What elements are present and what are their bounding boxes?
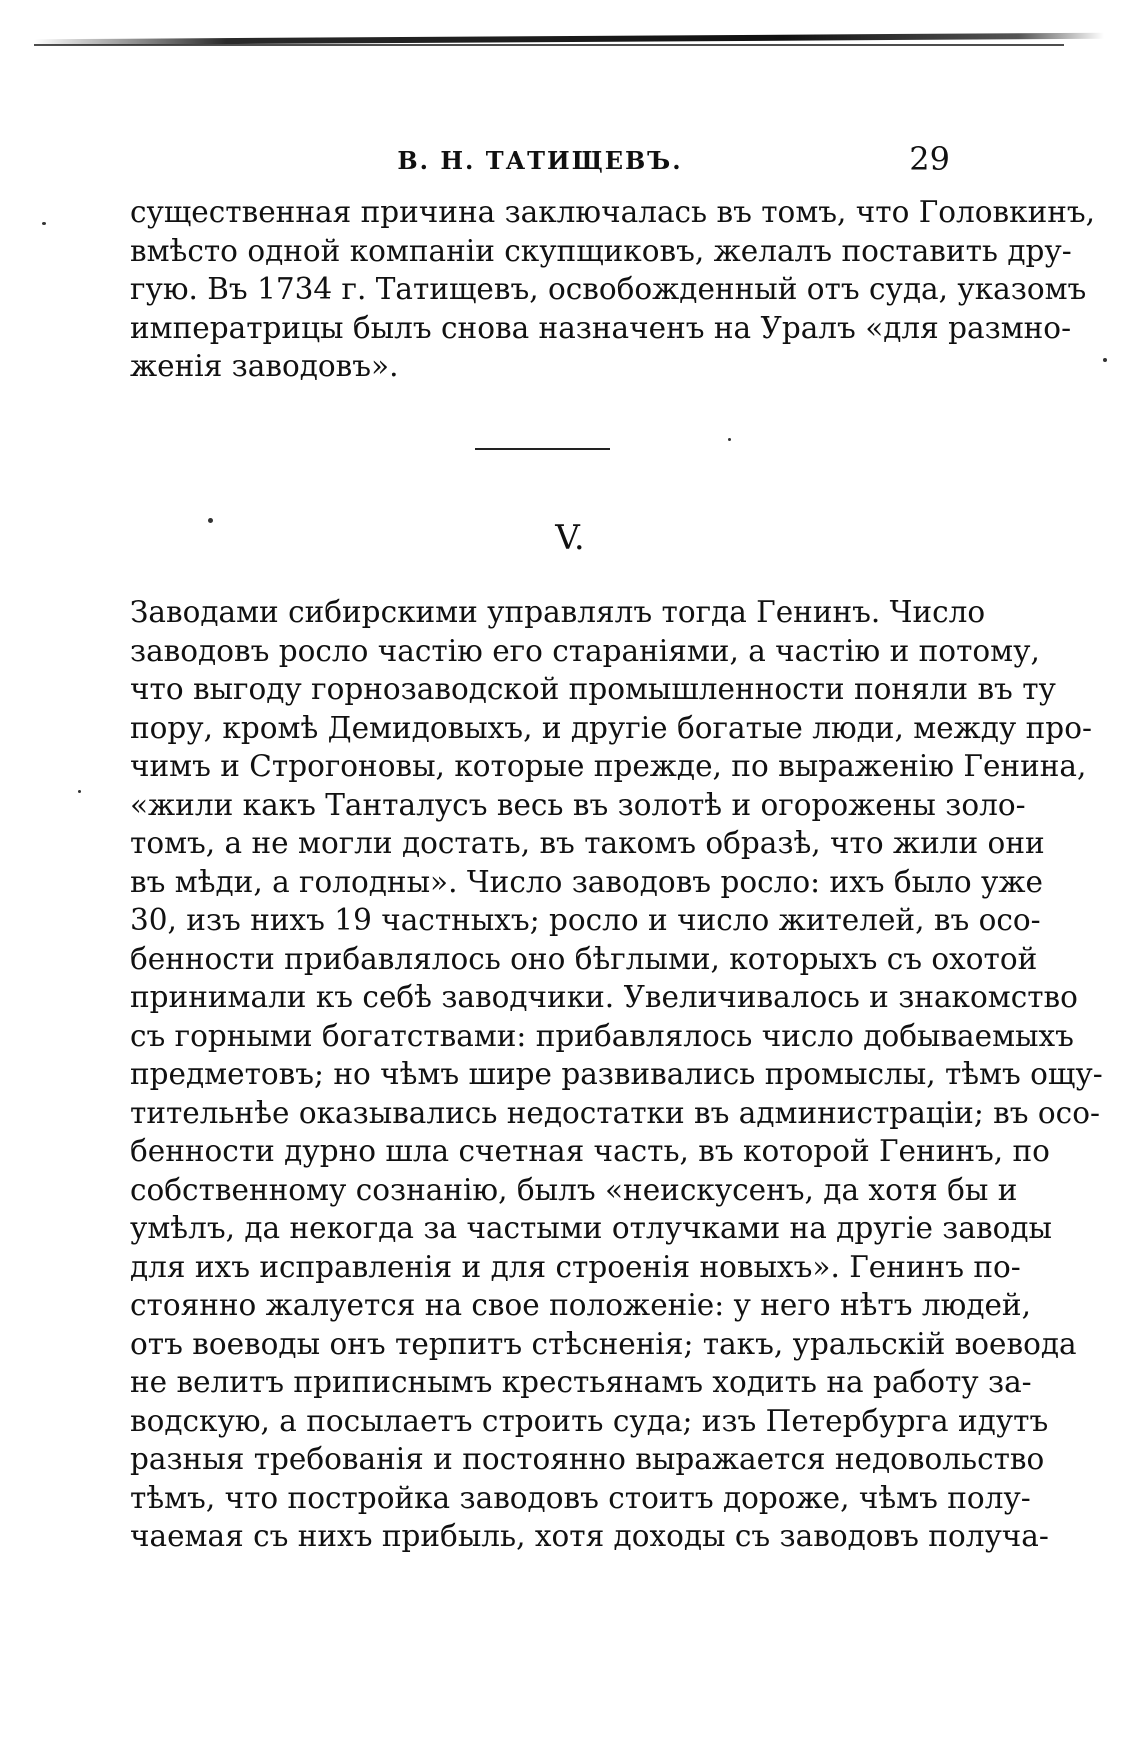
scan-speck <box>728 438 731 441</box>
text-line: разныя требованія и постоянно выражается недовольство <box>130 1442 1045 1476</box>
text-line: 30, изъ нихъ 19 частныхъ; росло и число жителей, въ осо- <box>130 903 1041 937</box>
paragraph-2 <box>130 593 1103 1556</box>
text-line: въ мѣди, а голодны». Число заводовъ росло: ихъ было уже <box>130 864 1043 899</box>
text-line: Заводами сибирскими управлялъ тогда Генинъ. Число <box>130 595 986 629</box>
page-header <box>130 140 950 180</box>
text-line: водскую, а посылаетъ строить суда; изъ Петербурга идутъ <box>130 1403 1049 1438</box>
text-line: для ихъ исправленія и для строенія новыхъ». Генинъ по- <box>130 1249 1021 1284</box>
text-line: принимали къ себѣ заводчики. Увеличивалось и знакомство <box>130 980 1078 1014</box>
text-line: отъ воеводы онъ терпитъ стѣсненія; такъ, уральскій воевода <box>130 1326 1077 1361</box>
text-line: умѣлъ, да некогда за частыми отлучками на другіе заводы <box>130 1211 1052 1245</box>
scan-speck <box>1103 358 1107 362</box>
text-line: не велитъ приписнымъ крестьянамъ ходить на работу за- <box>130 1365 1032 1399</box>
scan-edge-line <box>34 44 1064 46</box>
text-line: заводовъ росло частію его стараніями, а частію и потому, <box>130 633 1040 668</box>
text-line: предметовъ; но чѣмъ шире развивались промыслы, тѣмъ ощу- <box>130 1057 1103 1091</box>
text-line: тительнѣе оказывались недостатки въ администраціи; въ осо- <box>130 1095 1100 1130</box>
text-line: тѣмъ, что постройка заводовъ стоитъ дороже, чѣмъ полу- <box>130 1480 1031 1515</box>
text-line: чимъ и Строгоновы, которые прежде, по выраженію Генина, <box>130 749 1087 783</box>
section-divider <box>475 448 610 450</box>
text-line: чаемая съ нихъ прибыль, хотя доходы съ заводовъ получа- <box>130 1519 1049 1553</box>
text-line: пору, кромѣ Демидовыхъ, и другіе богатые люди, между про- <box>130 710 1092 745</box>
text-line: съ горными богатствами: прибавлялось число добываемыхъ <box>130 1018 1074 1053</box>
scan-speck <box>42 222 46 225</box>
scan-speck <box>78 790 81 793</box>
text-line: гую. Въ 1734 г. Татищевъ, освобожденный отъ суда, указомъ <box>130 272 1087 306</box>
text-line: томъ, а не могли достать, въ такомъ образѣ, что жили они <box>130 826 1045 860</box>
text-line: собственному сознанію, былъ «неискусенъ, да хотя бы и <box>130 1172 1018 1207</box>
paragraph-1 <box>130 193 1096 386</box>
scan-speck <box>208 518 213 523</box>
text-line: женія заводовъ». <box>130 349 399 383</box>
page-number: 29 <box>909 140 950 178</box>
text-line: «жили какъ Танталусъ весь въ золотѣ и огорожены золо- <box>130 787 1026 822</box>
section-number: V. <box>555 518 585 558</box>
text-line: императрицы былъ снова назначенъ на Уралъ «для размно- <box>130 310 1072 345</box>
text-line: существенная причина заключалась въ томъ, что Головкинъ, <box>130 195 1096 229</box>
text-line: бенности дурно шла счетная часть, въ которой Генинъ, по <box>130 1134 1050 1168</box>
text-line: что выгоду горнозаводской промышленности поняли въ ту <box>130 672 1056 706</box>
running-title: В. Н. ТАТИЩЕВЪ. <box>397 146 683 175</box>
text-line: стоянно жалуется на свое положеніе: у него нѣтъ людей, <box>130 1288 1031 1322</box>
text-line: бенности прибавлялось оно бѣглыми, которыхъ съ охотой <box>130 941 1038 976</box>
text-line: вмѣсто одной компаніи скупщиковъ, желалъ поставить дру- <box>130 233 1072 268</box>
